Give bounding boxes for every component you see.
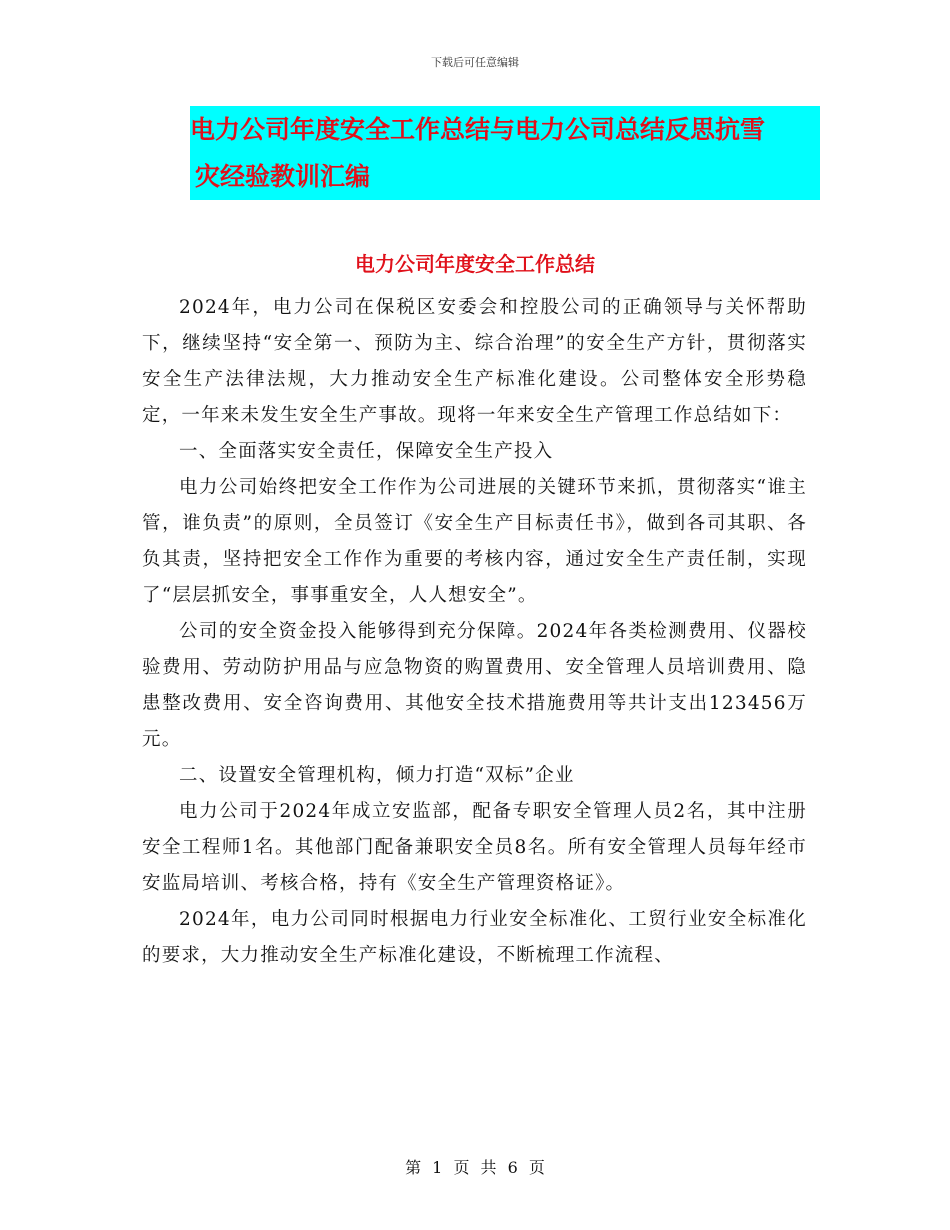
page-footer: 第 1 页 共 6 页 [405, 1158, 545, 1177]
paragraph: 2024年，电力公司在保税区安委会和控股公司的正确领导与关怀帮助下，继续坚持“安全第一、预防为主、综合治理”的安全生产方针，贯彻落实安全生产法律法规，大力推动安全生产标准化建设。公司整体安全形势稳定，一年来未发生安全生产事故。现将一年来安全生产管理工作总结如下： [142, 297, 807, 426]
heading-paragraph: 二、设置安全管理机构，倾力打造“双标”企业 [179, 765, 575, 786]
paragraph: 电力公司于2024年成立安监部，配备专职安全管理人员2名，其中注册安全工程师1名。其他部门配备兼职安全员8名。所有安全管理人员每年经市安监局培训、考核合格，持有《安全生产管理资格证》。 [142, 801, 807, 894]
document-title [190, 106, 820, 200]
heading-paragraph: 一、全面落实安全责任，保障安全生产投入 [179, 441, 554, 462]
paragraph: 2024年，电力公司同时根据电力行业安全标准化、工贸行业安全标准化的要求，大力推动安全生产标准化建设，不断梳理工作流程、 [142, 909, 807, 966]
section-title: 电力公司年度安全工作总结 [355, 252, 595, 276]
document-body [142, 290, 807, 974]
document-title-line-2: 灾经验教训汇编 [195, 162, 371, 191]
paragraph: 公司的安全资金投入能够得到充分保障。2024年各类检测费用、仪器校验费用、劳动防护用品与应急物资的购置费用、安全管理人员培训费用、隐患整改费用、安全咨询费用、其他安全技术措施费用等共计支出123456万元。 [142, 621, 807, 750]
document-title-line-1: 电力公司年度安全工作总结与电力公司总结反思抗雪 [190, 115, 766, 144]
page-header-note: 下载后可任意编辑 [431, 56, 519, 69]
paragraph: 电力公司始终把安全工作作为公司进展的关键环节来抓，贯彻落实“谁主管，谁负责”的原则，全员签订《安全生产目标责任书》，做到各司其职、各负其责，坚持把安全工作作为重要的考核内容，通过安全生产责任制，实现了“层层抓安全，事事重安全，人人想安全”。 [142, 477, 807, 606]
